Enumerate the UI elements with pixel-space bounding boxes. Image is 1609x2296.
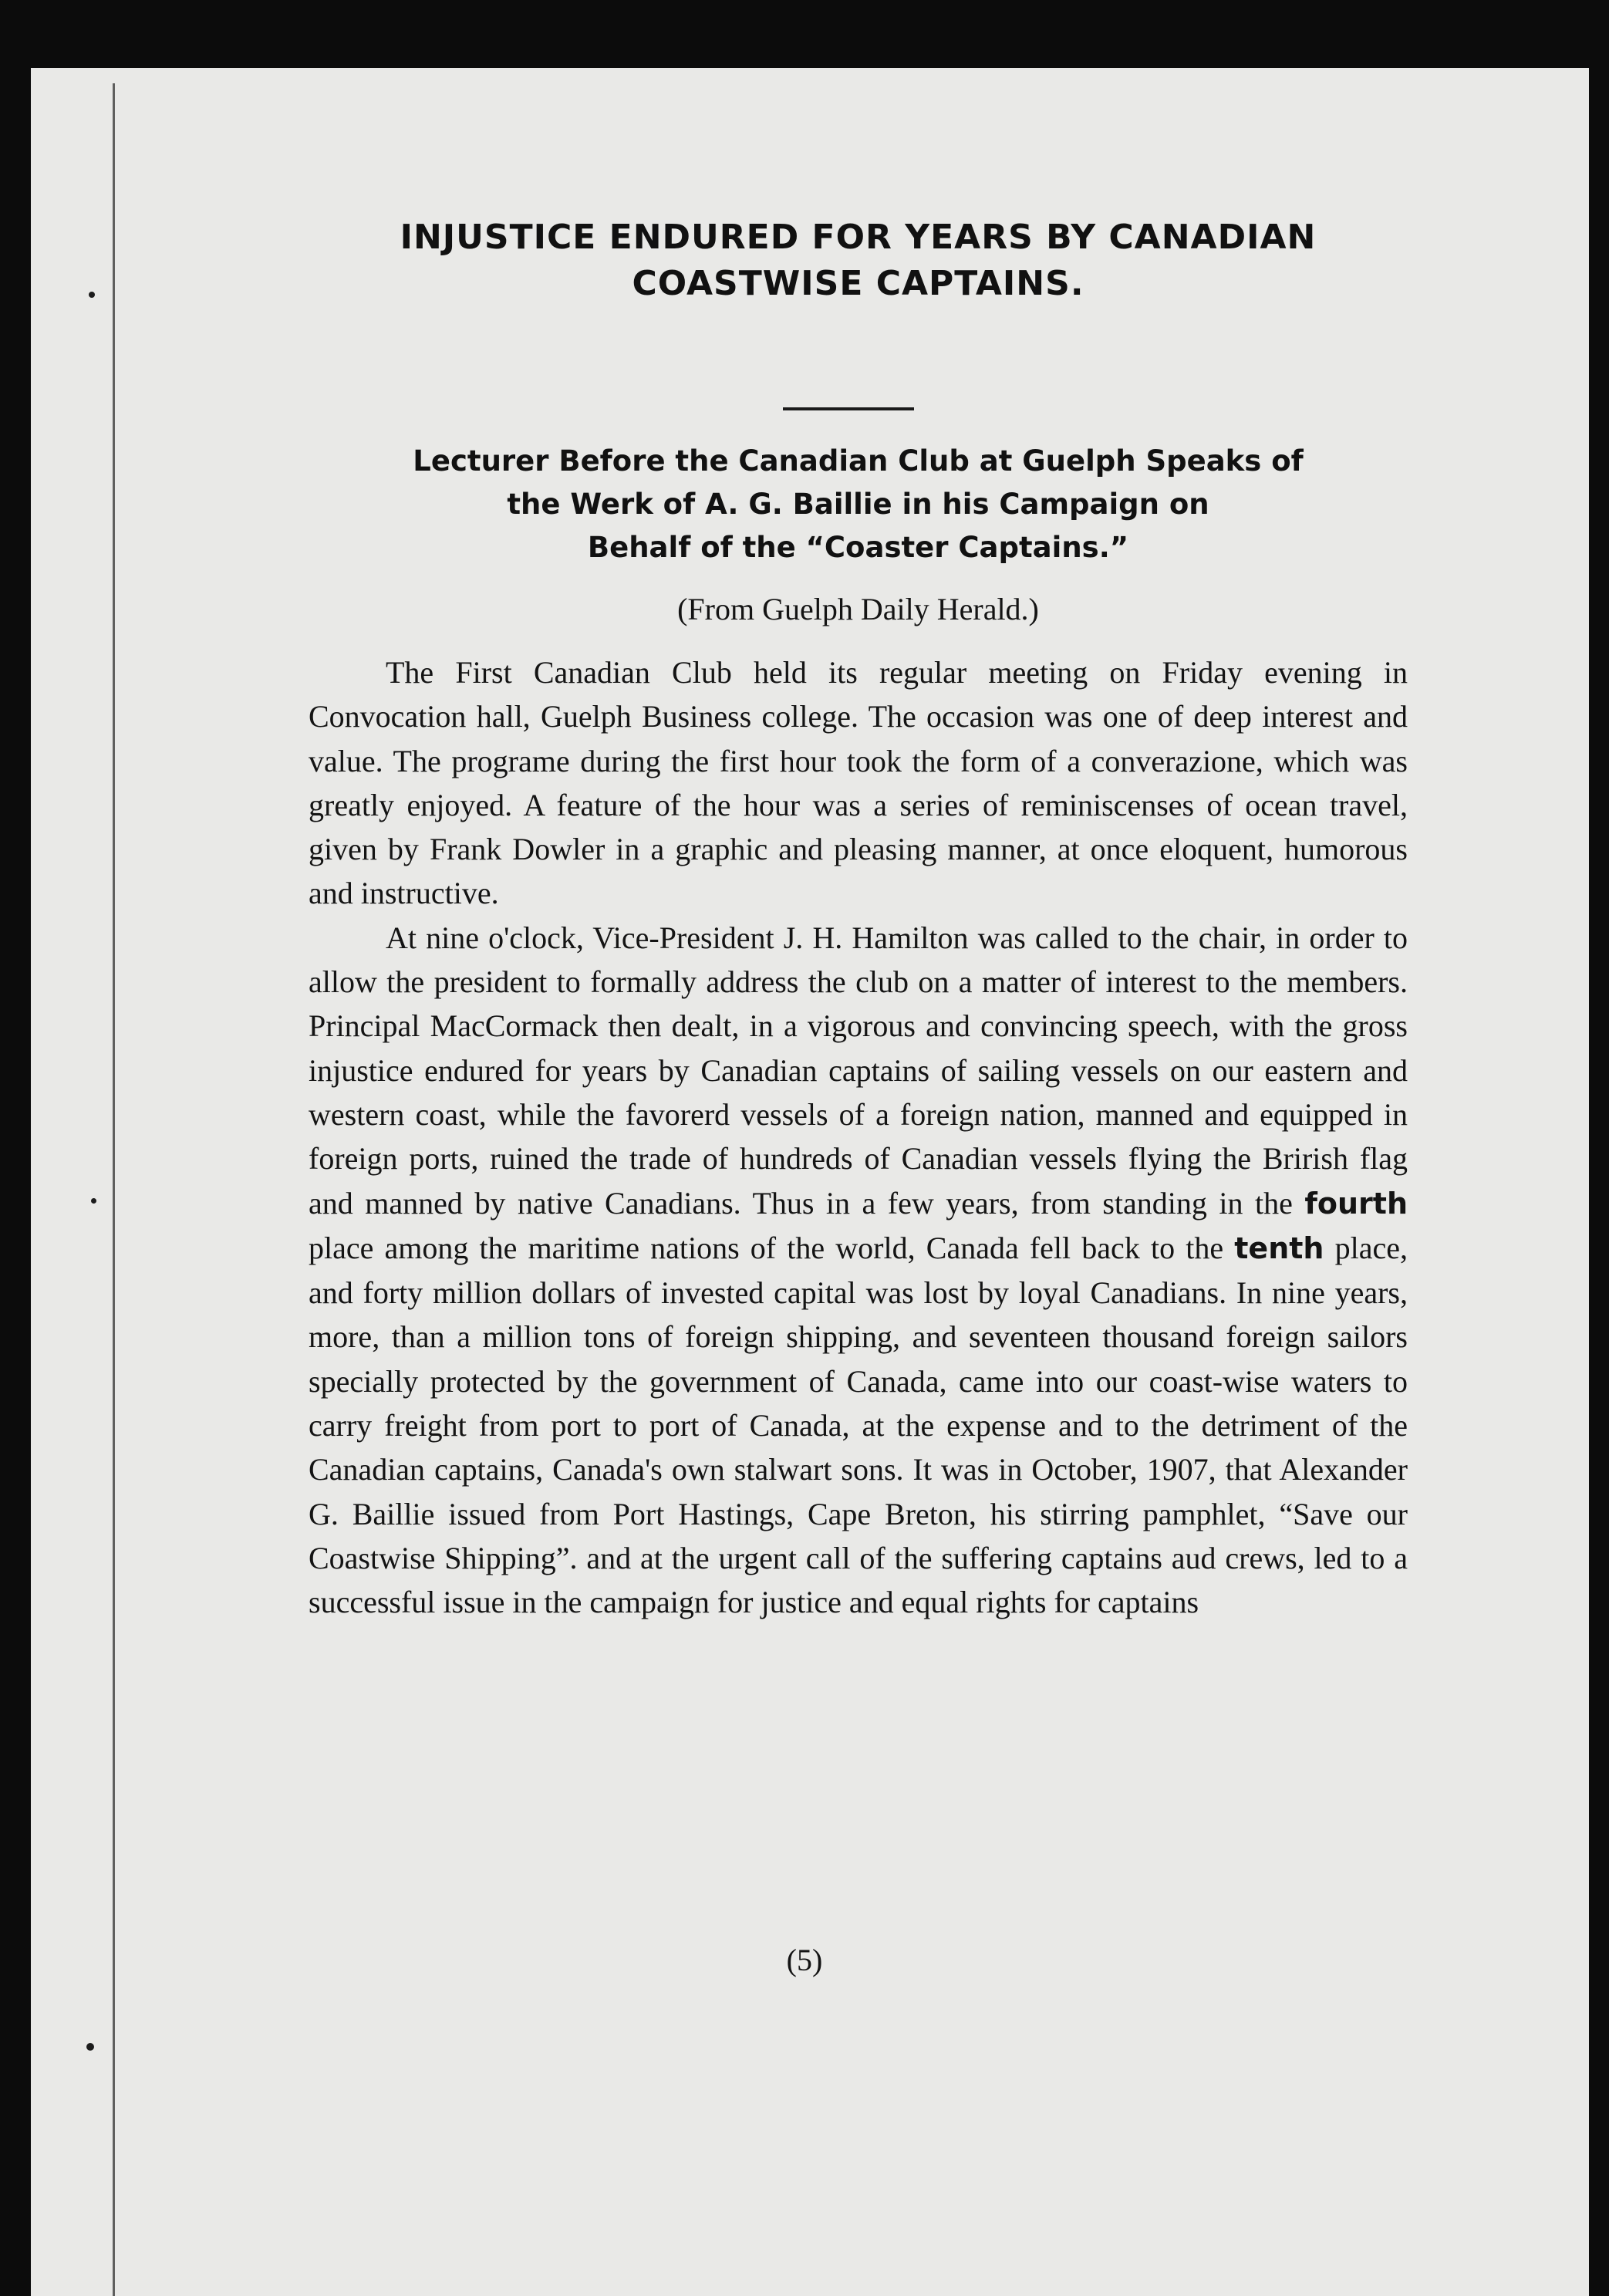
paragraph-2 (309, 916, 1408, 1625)
title-divider (783, 407, 914, 410)
page-number: (5) (786, 1943, 823, 1977)
title-line-2: COASTWISE CAPTAINS. (632, 264, 1084, 303)
paragraph-2-part-3: place, and forty million dollars of invested capital was lost by loyal Canadians. In nine years, more, than a million tons of foreign shipping, and seventeen thousand foreign sailors specially protected by the government of Canada, came into our coast-wise waters to carry freight from port to port of Canada, at the expense and to the detriment of the Canadian captains, Canada's own stalwart sons. It was in October, 1907, that Alexander G. Baillie issued from Port Hastings, Cape Breton, his stirring pamphlet, “Save our Coastwise Shipping”. and at the urgent call of the suffering captains aud crews, led to a successful issue in the campaign for justice and equal rights for captains (309, 1230, 1408, 1620)
source-credit: (From Guelph Daily Herald.) (677, 592, 1039, 626)
subtitle-line-3: Behalf of the “Coaster Captains.” (587, 531, 1129, 564)
article-title (297, 214, 1419, 307)
paragraph-1: The First Canadian Club held its regular meeting on Friday evening in Convocation hall, Guelph Business college. The occasion was one of deep interest and value. The programe during the first hour took the form of a converazione, which was greatly enjoyed. A feature of the hour was a series of reminiscenses of ocean travel, given by Frank Dowler in a graphic and pleasing manner, at once eloquent, humorous and instructive. (309, 655, 1408, 911)
margin-speck (86, 2043, 94, 2051)
emphasis-tenth: tenth (1234, 1231, 1324, 1265)
paragraph-2-part-2: place among the maritime nations of the world, Canada fell back to the (309, 1230, 1224, 1265)
paragraph-2-part-1: At nine o'clock, Vice-President J. H. Hamilton was called to the chair, in order to allow the president to formally address the club on a matter of interest to the members. Principal MacCormack then dealt, in a vigorous and convincing speech, with the gross injustice endured for years by Canadian captains of sailing vessels on our eastern and western coast, while the favorerd vessels of a foreign nation, manned and equipped in foreign ports, ruined the trade of hundreds of Canadian vessels flying the Brirish flag and manned by native Canadians. Thus in a few years, from standing in the (309, 920, 1408, 1221)
article-subtitle (297, 440, 1419, 569)
title-line-1: INJUSTICE ENDURED FOR YEARS BY CANADIAN (400, 218, 1317, 257)
subtitle-line-1: Lecturer Before the Canadian Club at Guelph Speaks of (413, 444, 1304, 478)
subtitle-line-2: the Werk of A. G. Baillie in his Campaign on (507, 488, 1209, 521)
article-body (309, 650, 1408, 1625)
margin-speck (91, 1198, 96, 1204)
margin-speck (89, 292, 95, 298)
emphasis-fourth: fourth (1304, 1186, 1408, 1221)
